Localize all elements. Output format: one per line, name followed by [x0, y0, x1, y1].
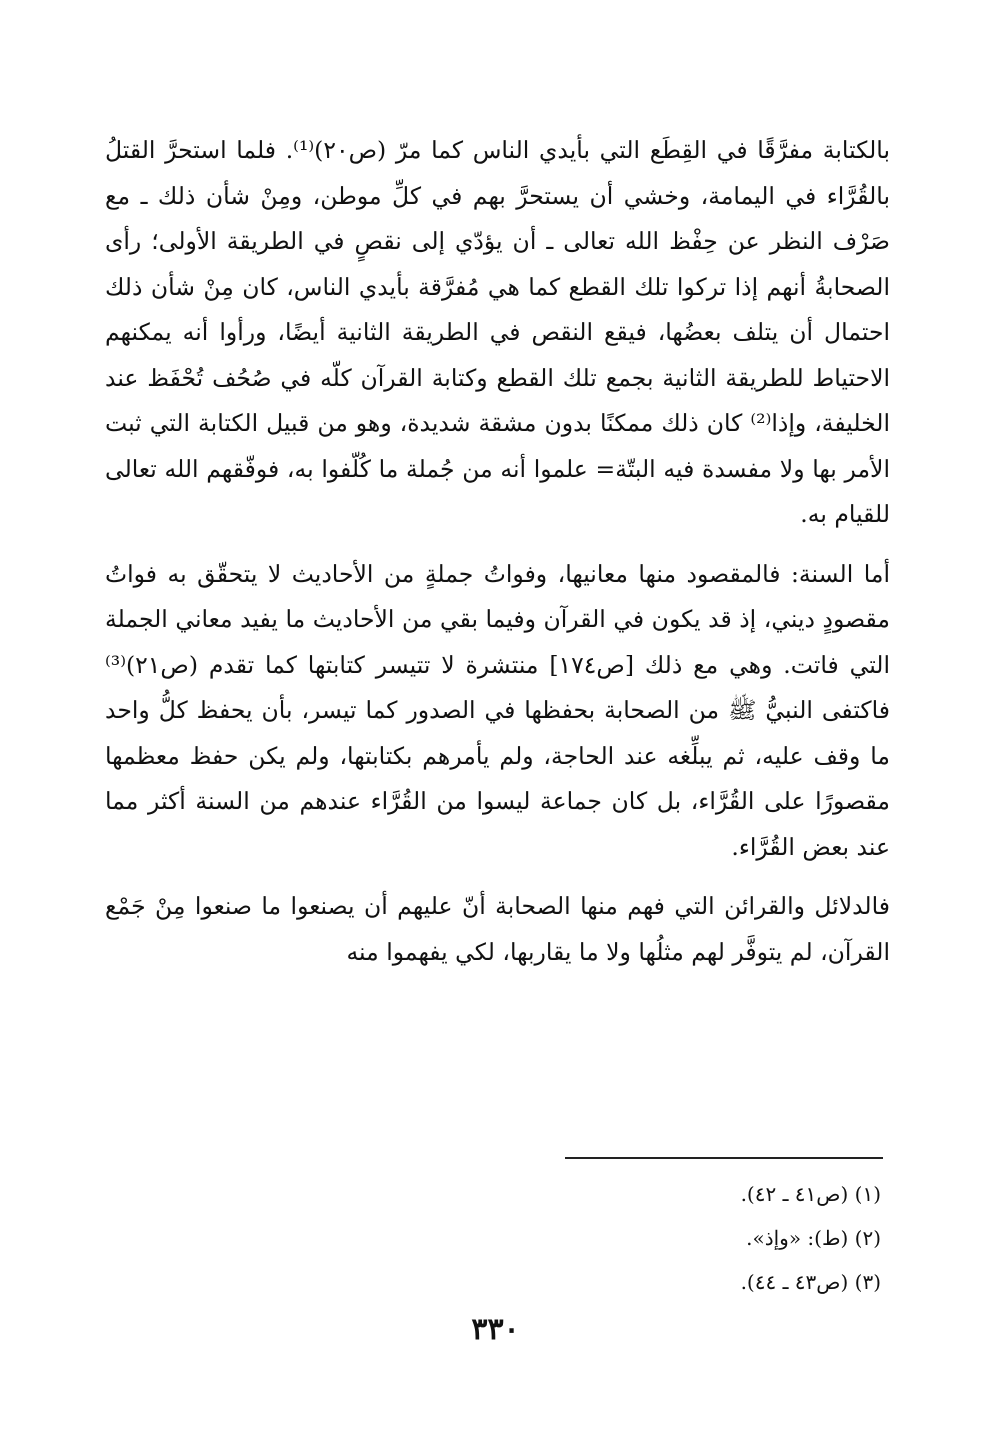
footnote-3: (٣) (ص٤٣ ـ ٤٤).: [740, 1270, 881, 1294]
footnote-separator: [565, 1157, 883, 1159]
footnotes: [281, 1172, 881, 1304]
main-text: [105, 128, 890, 975]
footnote-2: (٢) (ط): «وإذ».: [746, 1226, 881, 1250]
page-number: ٣٣٠: [471, 1312, 520, 1347]
paragraph-3: فالدلائل والقرائن التي فهم منها الصحابة أنّ عليهم أن يصنعوا ما صنعوا مِنْ جَمْع القرآن، لم يتوفَّر لهم مثلُها ولا ما يقاربها، لكي يفهموا منه: [105, 892, 890, 966]
footnote-1: (١) (ص٤١ ـ ٤٢).: [740, 1182, 881, 1206]
paragraph-2: أما السنة: فالمقصود منها معانيها، وفواتُ جملةٍ من الأحاديث لا يتحقّق به فواتُ مقصودٍ ديني، إذ قد يكون في القرآن وفيما بقي من الأحاديث ما يفيد معاني الجملة التي فاتت. وهي مع ذلك [ص١٧٤] منتشرة لا تتيسر كتابتها كما تقدم (ص٢١)⁽³⁾ فاكتفى النبيُّ ﷺ من الصحابة بحفظها في الصدور كما تيسر، بأن يحفظ كلُّ واحد ما وقف عليه، ثم يبلِّغه عند الحاجة، ولم يأمرهم بكتابتها، ولم يكن حفظ معظمها مقصورًا على القُرَّاء، بل كان جماعة ليسوا من القُرَّاء عندهم من السنة أكثر مما عند بعض القُرَّاء.: [105, 559, 890, 861]
paragraph-1: بالكتابة مفرَّقًا في القِطَع التي بأيدي الناس كما مرّ (ص٢٠)⁽¹⁾. فلما استحرَّ القتلُ بالقُرَّاء في اليمامة، وخشي أن يستحرَّ بهم في كلِّ موطن، ومِنْ شأن ذلك ـ مع صَرْف النظر عن حِفْظ الله تعالى ـ أن يؤدّي إلى نقصٍ في الطريقة الأولى؛ رأى الصحابةُ أنهم إذا تركوا تلك القطع كما هي مُفرَّقة بأيدي الناس، كان مِنْ شأن ذلك احتمال أن يتلف بعضُها، فيقع النقص في الطريقة الثانية أيضًا، ورأوا أنه يمكنهم الاحتياط للطريقة الثانية بجمع تلك القطع وكتابة القرآن كلّه في صُحُف تُحْفَظ عند الخليفة، وإذا⁽²⁾ كان ذلك ممكنًا بدون مشقة شديدة، وهو من قبيل الكتابة التي ثبت الأمر بها ولا مفسدة فيه البتّة= علموا أنه من جُملة ما كُلّفوا به، فوفّقهم الله تعالى للقيام به.: [105, 136, 891, 528]
